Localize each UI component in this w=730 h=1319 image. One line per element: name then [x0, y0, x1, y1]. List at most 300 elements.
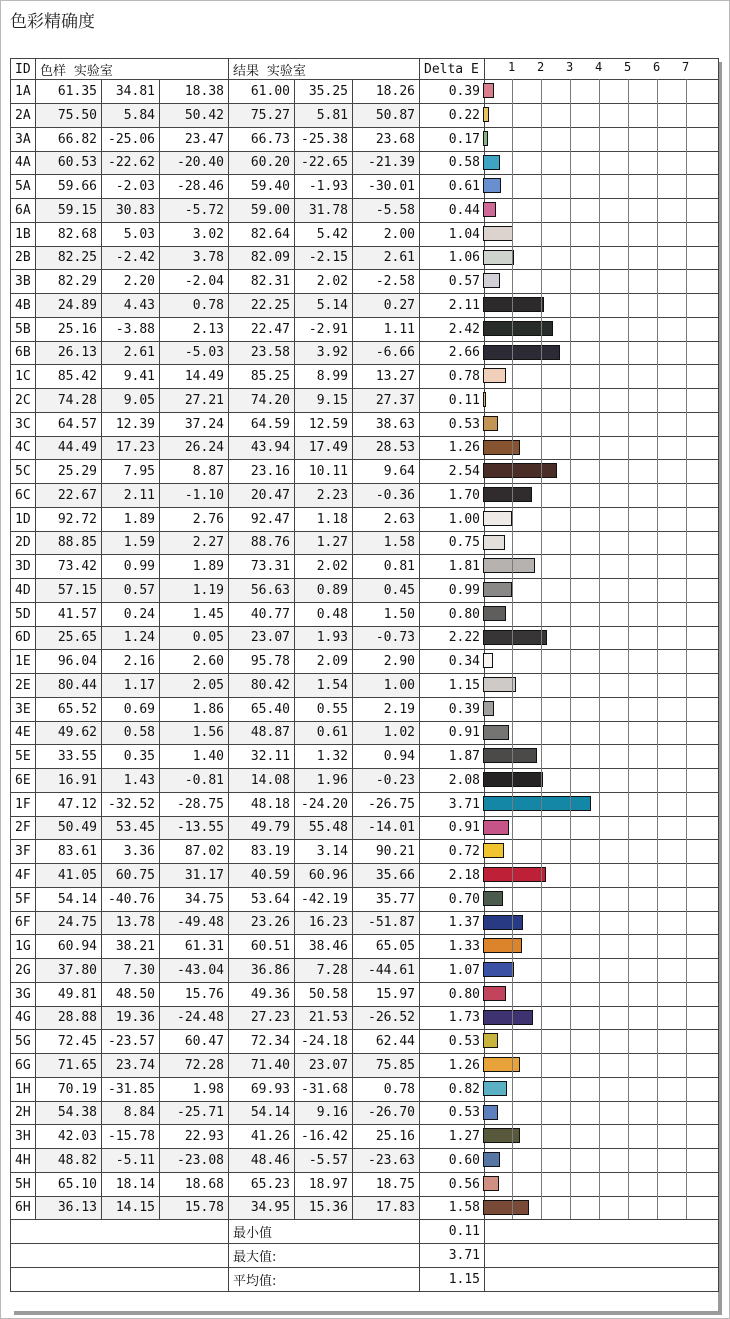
reference-lab-l: 61.35 [36, 80, 102, 104]
reference-lab-l: 66.82 [36, 127, 102, 151]
reference-lab-l: 59.15 [36, 199, 102, 223]
measured-lab-b: 27.37 [353, 389, 420, 413]
measured-lab-l: 48.46 [229, 1149, 295, 1173]
measured-lab-b: 35.77 [353, 887, 420, 911]
measured-lab-b: 23.68 [353, 127, 420, 151]
table-row [11, 982, 719, 1006]
measured-lab-l: 60.20 [229, 151, 295, 175]
measured-lab-l: 66.73 [229, 127, 295, 151]
measured-lab-a: -2.15 [295, 246, 353, 270]
measured-lab-b: 65.05 [353, 935, 420, 959]
reference-lab-l: 47.12 [36, 792, 102, 816]
delta-e-bar-6d [483, 630, 547, 645]
delta-e-value: 2.54 [420, 460, 485, 484]
delta-e-value: 1.81 [420, 555, 485, 579]
reference-lab-a: 2.16 [102, 650, 160, 674]
measured-lab-b: 0.45 [353, 579, 420, 603]
measured-lab-b: 13.27 [353, 365, 420, 389]
bar-cell [485, 1030, 719, 1054]
delta-e-value: 0.39 [420, 697, 485, 721]
reference-lab-b: 1.56 [160, 721, 229, 745]
bar-cell [485, 840, 719, 864]
delta-e-value: 1.15 [420, 674, 485, 698]
table-row [11, 555, 719, 579]
axis-tick-label: 4 [595, 60, 603, 74]
summary-blank [11, 1244, 229, 1268]
row-id: 4G [11, 1006, 36, 1030]
measured-lab-b: -26.70 [353, 1101, 420, 1125]
delta-e-bar-1h [483, 1081, 507, 1096]
measured-lab-l: 54.14 [229, 1101, 295, 1125]
reference-lab-b: 2.05 [160, 674, 229, 698]
row-id: 4A [11, 151, 36, 175]
delta-e-bar-1c [483, 368, 506, 383]
delta-e-bar-3b [483, 273, 500, 288]
reference-lab-l: 72.45 [36, 1030, 102, 1054]
bar-cell [485, 674, 719, 698]
delta-e-value: 2.66 [420, 341, 485, 365]
reference-lab-b: 72.28 [160, 1054, 229, 1078]
delta-e-bar-5h [483, 1176, 499, 1191]
measured-lab-b: 75.85 [353, 1054, 420, 1078]
reference-lab-l: 65.52 [36, 697, 102, 721]
reference-lab-b: -43.04 [160, 959, 229, 983]
table-row [11, 602, 719, 626]
table-row [11, 175, 719, 199]
measured-lab-b: 0.81 [353, 555, 420, 579]
reference-lab-a: 2.20 [102, 270, 160, 294]
table-row [11, 270, 719, 294]
row-id: 2C [11, 389, 36, 413]
table-row [11, 294, 719, 318]
reference-lab-b: -20.40 [160, 151, 229, 175]
measured-lab-b: -30.01 [353, 175, 420, 199]
delta-e-value: 2.22 [420, 626, 485, 650]
bar-cell [485, 816, 719, 840]
measured-lab-a: 21.53 [295, 1006, 353, 1030]
reference-lab-a: 0.58 [102, 721, 160, 745]
row-id: 3D [11, 555, 36, 579]
reference-lab-l: 22.67 [36, 484, 102, 508]
reference-lab-b: 2.76 [160, 507, 229, 531]
reference-lab-a: 0.57 [102, 579, 160, 603]
reference-lab-a: 12.39 [102, 412, 160, 436]
table-row [11, 769, 719, 793]
header-measured-lab: 结果 实验室 [229, 59, 420, 80]
measured-lab-b: 17.83 [353, 1196, 420, 1220]
measured-lab-l: 59.40 [229, 175, 295, 199]
measured-lab-a: 1.96 [295, 769, 353, 793]
measured-lab-l: 27.23 [229, 1006, 295, 1030]
reference-lab-b: -23.08 [160, 1149, 229, 1173]
row-id: 1E [11, 650, 36, 674]
delta-e-value: 1.07 [420, 959, 485, 983]
row-id: 2B [11, 246, 36, 270]
table-row [11, 460, 719, 484]
reference-lab-l: 70.19 [36, 1077, 102, 1101]
measured-lab-l: 23.07 [229, 626, 295, 650]
measured-lab-a: 9.16 [295, 1101, 353, 1125]
delta-e-value: 1.26 [420, 436, 485, 460]
delta-e-value: 0.91 [420, 721, 485, 745]
bar-cell [485, 1054, 719, 1078]
measured-lab-a: 1.32 [295, 745, 353, 769]
delta-e-bar-4d [483, 582, 512, 597]
delta-e-axis [483, 58, 718, 79]
measured-lab-l: 95.78 [229, 650, 295, 674]
measured-lab-b: -21.39 [353, 151, 420, 175]
measured-lab-a: -25.38 [295, 127, 353, 151]
measured-lab-a: 3.14 [295, 840, 353, 864]
reference-lab-a: -23.57 [102, 1030, 160, 1054]
delta-e-bar-4b [483, 297, 544, 312]
table-row [11, 80, 719, 104]
reference-lab-b: 61.31 [160, 935, 229, 959]
reference-lab-b: -25.71 [160, 1101, 229, 1125]
measured-lab-b: 2.00 [353, 222, 420, 246]
measured-lab-l: 40.77 [229, 602, 295, 626]
delta-e-bar-6h [483, 1200, 529, 1215]
summary-bar-cell [485, 1244, 719, 1268]
reference-lab-a: 0.35 [102, 745, 160, 769]
reference-lab-b: 1.45 [160, 602, 229, 626]
measured-lab-b: -51.87 [353, 911, 420, 935]
measured-lab-l: 14.08 [229, 769, 295, 793]
table-row [11, 935, 719, 959]
summary-row [11, 1244, 719, 1268]
delta-e-bar-3g [483, 986, 506, 1001]
delta-e-bar-1a [483, 83, 494, 98]
reference-lab-l: 49.62 [36, 721, 102, 745]
reference-lab-l: 64.57 [36, 412, 102, 436]
reference-lab-l: 60.94 [36, 935, 102, 959]
measured-lab-b: 2.90 [353, 650, 420, 674]
delta-e-value: 2.08 [420, 769, 485, 793]
row-id: 2A [11, 104, 36, 128]
measured-lab-b: -26.52 [353, 1006, 420, 1030]
delta-e-bar-1f [483, 796, 591, 811]
row-id: 6H [11, 1196, 36, 1220]
row-id: 3C [11, 412, 36, 436]
delta-e-value: 0.53 [420, 412, 485, 436]
delta-e-bar-6a [483, 202, 496, 217]
delta-e-bar-3f [483, 843, 504, 858]
delta-e-value: 2.42 [420, 317, 485, 341]
measured-lab-l: 49.79 [229, 816, 295, 840]
reference-lab-b: 22.93 [160, 1125, 229, 1149]
bar-cell [485, 579, 719, 603]
measured-lab-a: 35.25 [295, 80, 353, 104]
measured-lab-a: 50.58 [295, 982, 353, 1006]
row-id: 2E [11, 674, 36, 698]
delta-e-value: 0.80 [420, 982, 485, 1006]
reference-lab-b: 1.40 [160, 745, 229, 769]
reference-lab-a: 4.43 [102, 294, 160, 318]
measured-lab-a: 1.18 [295, 507, 353, 531]
table-row [11, 1196, 719, 1220]
row-id: 2F [11, 816, 36, 840]
measured-lab-a: -5.57 [295, 1149, 353, 1173]
measured-lab-b: 2.63 [353, 507, 420, 531]
measured-lab-l: 61.00 [229, 80, 295, 104]
delta-e-bar-3c [483, 416, 498, 431]
bar-cell [485, 436, 719, 460]
reference-lab-l: 36.13 [36, 1196, 102, 1220]
table-row [11, 1030, 719, 1054]
measured-lab-a: 12.59 [295, 412, 353, 436]
measured-lab-b: 90.21 [353, 840, 420, 864]
reference-lab-l: 75.50 [36, 104, 102, 128]
delta-e-value: 0.11 [420, 389, 485, 413]
gridline [599, 79, 600, 1219]
table-row [11, 484, 719, 508]
reference-lab-l: 25.16 [36, 317, 102, 341]
delta-e-bar-6b [483, 345, 560, 360]
row-id: 3A [11, 127, 36, 151]
reference-lab-b: 27.21 [160, 389, 229, 413]
reference-lab-l: 73.42 [36, 555, 102, 579]
reference-lab-a: 0.69 [102, 697, 160, 721]
reference-lab-l: 24.89 [36, 294, 102, 318]
delta-e-bar-1e [483, 653, 493, 668]
measured-lab-a: 2.09 [295, 650, 353, 674]
reference-lab-b: 1.98 [160, 1077, 229, 1101]
measured-lab-b: 50.87 [353, 104, 420, 128]
row-id: 1A [11, 80, 36, 104]
axis-tick-label: 7 [682, 60, 690, 74]
row-id: 3E [11, 697, 36, 721]
reference-lab-b: -28.75 [160, 792, 229, 816]
row-id: 1G [11, 935, 36, 959]
measured-lab-b: 62.44 [353, 1030, 420, 1054]
measured-lab-l: 82.64 [229, 222, 295, 246]
reference-lab-b: -13.55 [160, 816, 229, 840]
measured-lab-b: 35.66 [353, 864, 420, 888]
reference-lab-l: 82.29 [36, 270, 102, 294]
row-id: 4E [11, 721, 36, 745]
reference-lab-b: 0.78 [160, 294, 229, 318]
measured-lab-l: 73.31 [229, 555, 295, 579]
reference-lab-a: -2.03 [102, 175, 160, 199]
reference-lab-l: 37.80 [36, 959, 102, 983]
row-id: 3B [11, 270, 36, 294]
gridline [628, 79, 629, 1219]
bar-cell [485, 887, 719, 911]
table-row [11, 579, 719, 603]
row-id: 6C [11, 484, 36, 508]
measured-lab-a: 1.27 [295, 531, 353, 555]
reference-lab-l: 33.55 [36, 745, 102, 769]
measured-lab-l: 75.27 [229, 104, 295, 128]
measured-lab-a: 60.96 [295, 864, 353, 888]
row-id: 5G [11, 1030, 36, 1054]
delta-e-value: 0.60 [420, 1149, 485, 1173]
table-row [11, 959, 719, 983]
reference-lab-b: 1.19 [160, 579, 229, 603]
reference-lab-l: 82.68 [36, 222, 102, 246]
reference-lab-l: 80.44 [36, 674, 102, 698]
measured-lab-l: 74.20 [229, 389, 295, 413]
reference-lab-l: 57.15 [36, 579, 102, 603]
measured-lab-l: 59.00 [229, 199, 295, 223]
measured-lab-b: 1.58 [353, 531, 420, 555]
measured-lab-a: -2.91 [295, 317, 353, 341]
table-row [11, 911, 719, 935]
measured-lab-l: 85.25 [229, 365, 295, 389]
table-row [11, 317, 719, 341]
reference-lab-l: 59.66 [36, 175, 102, 199]
bar-cell [485, 80, 719, 104]
axis-tick-label: 1 [508, 60, 516, 74]
measured-lab-a: 31.78 [295, 199, 353, 223]
measured-lab-a: 10.11 [295, 460, 353, 484]
reference-lab-a: 7.30 [102, 959, 160, 983]
reference-lab-l: 65.10 [36, 1172, 102, 1196]
delta-e-bar-6f [483, 915, 523, 930]
reference-lab-l: 44.49 [36, 436, 102, 460]
row-id: 3G [11, 982, 36, 1006]
bar-cell [485, 721, 719, 745]
reference-lab-b: 3.02 [160, 222, 229, 246]
reference-lab-l: 82.25 [36, 246, 102, 270]
measured-lab-b: 0.94 [353, 745, 420, 769]
axis-tick-label: 6 [653, 60, 661, 74]
summary-label: 平均值: [229, 1267, 420, 1291]
table-row [11, 436, 719, 460]
delta-e-bar-2h [483, 1105, 498, 1120]
reference-lab-a: 1.89 [102, 507, 160, 531]
gridline [570, 79, 571, 1219]
measured-lab-a: 8.99 [295, 365, 353, 389]
measured-lab-l: 72.34 [229, 1030, 295, 1054]
reference-lab-a: 19.36 [102, 1006, 160, 1030]
row-id: 1F [11, 792, 36, 816]
delta-e-bar-4a [483, 155, 500, 170]
bar-cell [485, 1077, 719, 1101]
delta-e-bar-5e [483, 748, 537, 763]
row-id: 6G [11, 1054, 36, 1078]
summary-label: 最小值 [229, 1220, 420, 1244]
reference-lab-l: 28.88 [36, 1006, 102, 1030]
delta-e-bar-3e [483, 701, 494, 716]
measured-lab-a: 17.49 [295, 436, 353, 460]
measured-lab-a: 5.81 [295, 104, 353, 128]
table-row [11, 792, 719, 816]
table-row [11, 816, 719, 840]
reference-lab-l: 71.65 [36, 1054, 102, 1078]
reference-lab-a: 13.78 [102, 911, 160, 935]
measured-lab-l: 71.40 [229, 1054, 295, 1078]
reference-lab-a: -22.62 [102, 151, 160, 175]
reference-lab-l: 16.91 [36, 769, 102, 793]
reference-lab-b: -24.48 [160, 1006, 229, 1030]
delta-e-value: 0.70 [420, 887, 485, 911]
delta-e-value: 0.53 [420, 1101, 485, 1125]
delta-e-bar-6g [483, 1057, 520, 1072]
reference-lab-a: 17.23 [102, 436, 160, 460]
reference-lab-l: 85.42 [36, 365, 102, 389]
reference-lab-l: 41.05 [36, 864, 102, 888]
reference-lab-b: -49.48 [160, 911, 229, 935]
measured-lab-l: 92.47 [229, 507, 295, 531]
measured-lab-l: 83.19 [229, 840, 295, 864]
delta-e-value: 2.18 [420, 864, 485, 888]
summary-blank [11, 1267, 229, 1291]
measured-lab-b: 38.63 [353, 412, 420, 436]
row-id: 6A [11, 199, 36, 223]
measured-lab-l: 23.16 [229, 460, 295, 484]
reference-lab-b: 87.02 [160, 840, 229, 864]
delta-e-value: 1.00 [420, 507, 485, 531]
reference-lab-a: 5.03 [102, 222, 160, 246]
reference-lab-b: 8.87 [160, 460, 229, 484]
bar-cell [485, 151, 719, 175]
reference-lab-l: 92.72 [36, 507, 102, 531]
measured-lab-b: -44.61 [353, 959, 420, 983]
table-row [11, 721, 719, 745]
reference-lab-a: 9.41 [102, 365, 160, 389]
row-id: 4C [11, 436, 36, 460]
measured-lab-b: -14.01 [353, 816, 420, 840]
summary-bar-cell [485, 1267, 719, 1291]
measured-lab-l: 53.64 [229, 887, 295, 911]
row-id: 4F [11, 864, 36, 888]
measured-lab-b: 18.75 [353, 1172, 420, 1196]
measured-lab-l: 65.23 [229, 1172, 295, 1196]
bar-cell [485, 602, 719, 626]
measured-lab-l: 60.51 [229, 935, 295, 959]
table-row [11, 650, 719, 674]
delta-e-value: 2.11 [420, 294, 485, 318]
table-row [11, 365, 719, 389]
measured-lab-a: 18.97 [295, 1172, 353, 1196]
reference-lab-b: 0.05 [160, 626, 229, 650]
row-id: 6B [11, 341, 36, 365]
table-row [11, 745, 719, 769]
table-row [11, 127, 719, 151]
reference-lab-l: 74.28 [36, 389, 102, 413]
gridline [541, 79, 542, 1219]
reference-lab-b: 37.24 [160, 412, 229, 436]
row-id: 5D [11, 602, 36, 626]
summary-bar-cell [485, 1220, 719, 1244]
reference-lab-a: 1.43 [102, 769, 160, 793]
table-row [11, 1125, 719, 1149]
measured-lab-a: 3.92 [295, 341, 353, 365]
delta-e-bar-5a [483, 178, 501, 193]
delta-e-value: 1.87 [420, 745, 485, 769]
measured-lab-b: 9.64 [353, 460, 420, 484]
delta-e-bar-5d [483, 606, 506, 621]
measured-lab-a: 15.36 [295, 1196, 353, 1220]
delta-e-value: 0.39 [420, 80, 485, 104]
reference-lab-l: 24.75 [36, 911, 102, 935]
reference-lab-b: 1.86 [160, 697, 229, 721]
row-id: 2D [11, 531, 36, 555]
delta-e-value: 0.80 [420, 602, 485, 626]
row-id: 6F [11, 911, 36, 935]
measured-lab-b: 1.11 [353, 317, 420, 341]
measured-lab-a: -24.18 [295, 1030, 353, 1054]
reference-lab-b: 3.78 [160, 246, 229, 270]
measured-lab-l: 20.47 [229, 484, 295, 508]
delta-e-value: 0.58 [420, 151, 485, 175]
reference-lab-a: -25.06 [102, 127, 160, 151]
reference-lab-l: 54.38 [36, 1101, 102, 1125]
summary-row [11, 1267, 719, 1291]
row-id: 1B [11, 222, 36, 246]
measured-lab-a: 55.48 [295, 816, 353, 840]
